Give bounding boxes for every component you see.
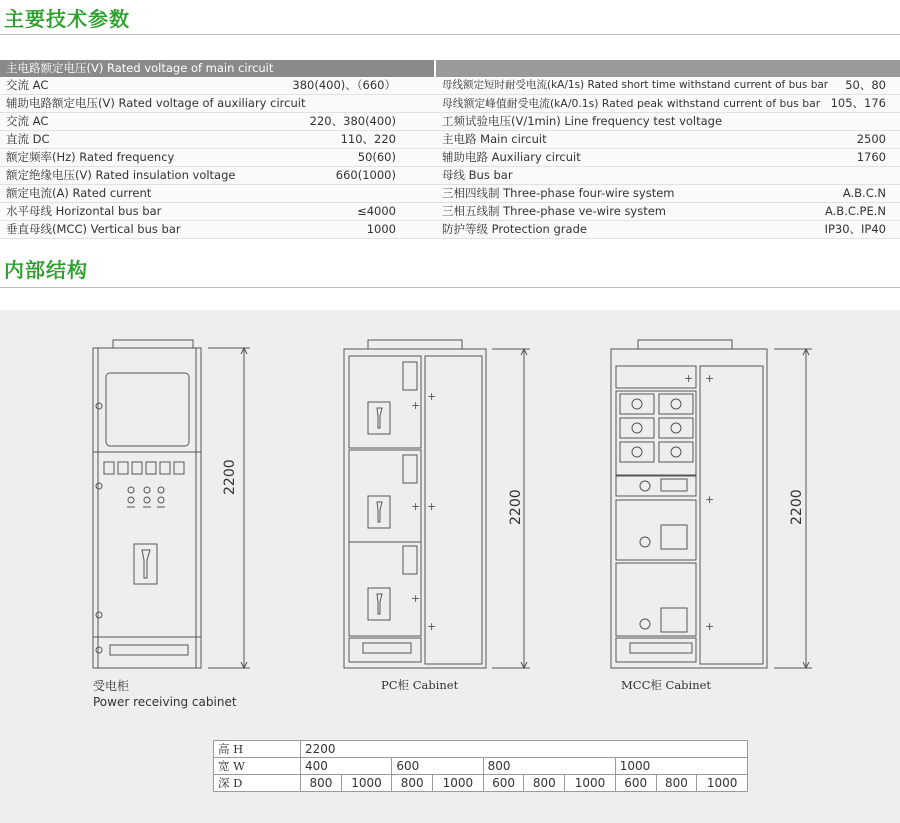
spec-key: 工频试验电压(V/1min) Line frequency test voltage xyxy=(442,114,723,128)
table-row xyxy=(214,775,748,792)
section-divider xyxy=(0,287,900,288)
spec-row xyxy=(0,77,436,95)
spec-key: 主电路 Main circuit xyxy=(442,132,547,146)
spec-row xyxy=(436,203,900,221)
cabinet2-height-label: 2200 xyxy=(508,489,524,525)
spec-row xyxy=(0,221,436,239)
spec-key: 额定电流(A) Rated current xyxy=(6,186,152,200)
pc-cabinet-drawing xyxy=(344,340,530,668)
cabinet3-height-label: 2200 xyxy=(789,489,805,525)
spec-key: 垂直母线(MCC) Vertical bus bar xyxy=(6,222,181,236)
height-label: 高 H xyxy=(214,741,301,758)
spec-key: 三相四线制 Three-phase four-wire system xyxy=(442,186,675,200)
spec-header-right xyxy=(436,60,900,77)
depth-value: 800 xyxy=(524,775,565,792)
cabinet3-caption: MCC柜 Cabinet xyxy=(621,678,712,692)
cabinet1-caption-en: Power receiving cabinet xyxy=(93,695,237,709)
spec-row xyxy=(0,185,436,203)
svg-text:+: + xyxy=(705,372,715,385)
width-value: 600 xyxy=(392,758,483,775)
power-receiving-cabinet-drawing xyxy=(93,340,250,668)
depth-value: 600 xyxy=(615,775,656,792)
spec-key: 母线额定峰值耐受电流(kA/0.1s) Rated peak withstand current of bus bar xyxy=(442,97,821,110)
spec-value: 1760 xyxy=(856,150,886,164)
depth-value: 1000 xyxy=(341,775,392,792)
spec-row xyxy=(0,113,436,131)
depth-value: 800 xyxy=(656,775,697,792)
depth-value: 600 xyxy=(483,775,524,792)
spec-value: IP30、IP40 xyxy=(824,222,886,236)
spec-row xyxy=(0,131,436,149)
section-divider xyxy=(0,34,900,35)
width-value: 1000 xyxy=(615,758,747,775)
spec-value: 2500 xyxy=(856,132,886,146)
spec-key: 三相五线制 Three-phase ve-wire system xyxy=(442,204,667,218)
spec-value: 110、220 xyxy=(340,132,396,146)
spec-column-left xyxy=(0,77,436,239)
spec-row xyxy=(436,131,900,149)
spec-column-right xyxy=(436,77,900,239)
spec-key: 水平母线 Horizontal bus bar xyxy=(6,204,162,218)
spec-value: 50(60) xyxy=(357,150,396,164)
spec-value: 220、380(400) xyxy=(309,114,396,128)
depth-label: 深 D xyxy=(214,775,301,792)
spec-header-left-text: 主电路额定电压(V) Rated voltage of main circuit xyxy=(6,61,274,75)
spec-value: ≤4000 xyxy=(357,204,396,218)
spec-row xyxy=(436,185,900,203)
spec-header-left xyxy=(0,60,434,77)
spec-row xyxy=(0,203,436,221)
width-value: 400 xyxy=(301,758,392,775)
dimension-table xyxy=(213,740,748,792)
cabinet1-caption-cn: 受电柜 xyxy=(93,679,130,693)
spec-row xyxy=(436,221,900,239)
width-value: 800 xyxy=(483,758,615,775)
spec-row xyxy=(0,149,436,167)
spec-value: 50、80 xyxy=(845,78,886,92)
cabinet2-caption: PC柜 Cabinet xyxy=(381,678,459,692)
spec-key: 额定绝缘电压(V) Rated insulation voltage xyxy=(6,168,236,182)
svg-text:+: + xyxy=(411,399,421,412)
spec-value: 380(400)、（660） xyxy=(292,78,396,92)
svg-text:+: + xyxy=(705,620,715,633)
svg-text:+: + xyxy=(427,390,437,403)
spec-row xyxy=(436,95,900,113)
width-label: 宽 W xyxy=(214,758,301,775)
spec-row xyxy=(0,95,436,113)
spec-row xyxy=(436,113,900,131)
depth-value: 1000 xyxy=(697,775,748,792)
table-row xyxy=(214,741,748,758)
depth-value: 1000 xyxy=(565,775,616,792)
height-value: 2200 xyxy=(301,741,748,758)
svg-text:+: + xyxy=(705,493,715,506)
svg-text:+: + xyxy=(411,592,421,605)
spec-key: 辅助电路额定电压(V) Rated voltage of auxiliary circuit xyxy=(6,96,306,110)
spec-value: 1000 xyxy=(366,222,396,236)
spec-row xyxy=(436,149,900,167)
depth-value: 800 xyxy=(301,775,342,792)
spec-key: 防护等级 Protection grade xyxy=(442,222,587,236)
spec-key: 母线 Bus bar xyxy=(442,168,513,182)
spec-value: A.B.C.N xyxy=(842,186,886,200)
svg-text:+: + xyxy=(411,500,421,513)
spec-key: 母线额定短时耐受电流(kA/1s) Rated short time withstand current of bus bar xyxy=(442,79,829,91)
svg-text:+: + xyxy=(684,372,694,385)
spec-value: 660(1000) xyxy=(335,168,396,182)
spec-row xyxy=(436,77,900,95)
spec-value: 105、176 xyxy=(830,96,886,110)
cabinet1-height-label: 2200 xyxy=(222,459,238,495)
spec-key: 交流 AC xyxy=(6,114,49,128)
spec-row xyxy=(0,167,436,185)
section-title-internal-structure: 内部结构 xyxy=(4,258,88,282)
spec-key: 额定频率(Hz) Rated frequency xyxy=(6,150,175,164)
svg-text:+: + xyxy=(427,500,437,513)
table-row xyxy=(214,758,748,775)
spec-row xyxy=(436,167,900,185)
depth-value: 1000 xyxy=(433,775,484,792)
svg-text:+: + xyxy=(427,620,437,633)
spec-key: 辅助电路 Auxiliary circuit xyxy=(442,150,581,164)
spec-key: 直流 DC xyxy=(6,132,50,146)
depth-value: 800 xyxy=(392,775,433,792)
spec-value: A.B.C.PE.N xyxy=(824,204,886,218)
plus-marks xyxy=(411,372,714,633)
section-title-main-params: 主要技术参数 xyxy=(4,7,130,31)
spec-key: 交流 AC xyxy=(6,78,49,92)
